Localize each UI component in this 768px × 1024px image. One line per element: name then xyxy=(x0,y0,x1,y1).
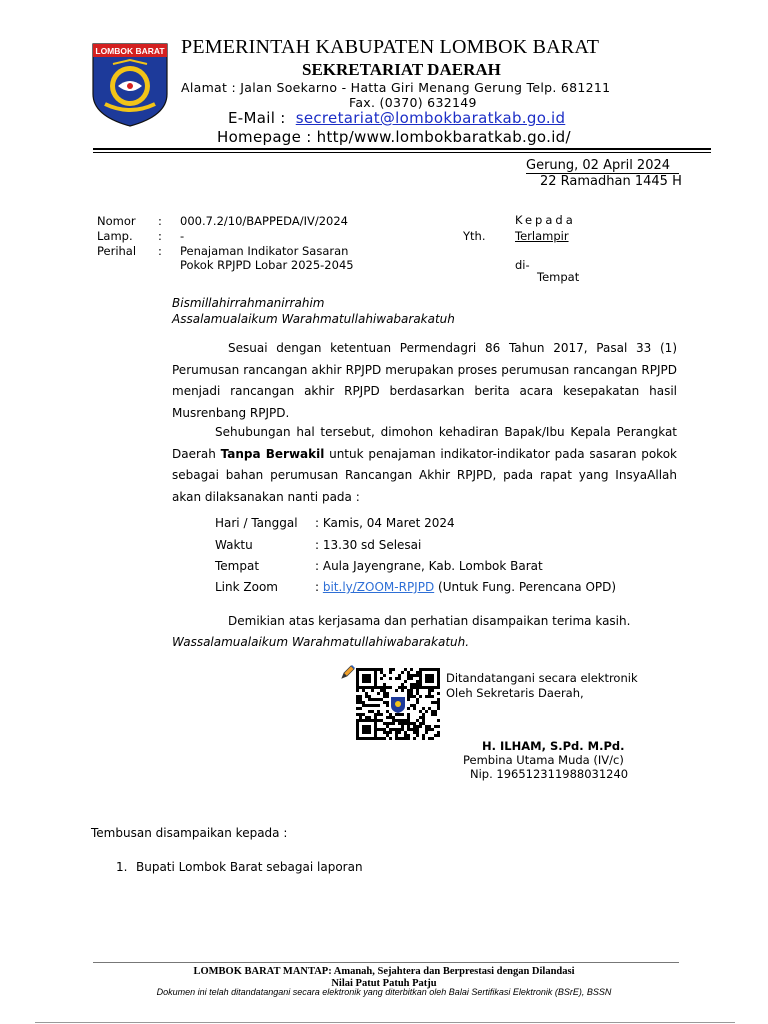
homepage[interactable]: Homepage : http/www.lombokbaratkab.go.id/ xyxy=(217,128,571,146)
cc-heading: Tembusan disampaikan kepada : xyxy=(91,826,288,840)
time-value: : 13.30 sd Selesai xyxy=(315,538,422,552)
signature-qr-code xyxy=(356,668,440,740)
paragraph-2 xyxy=(172,422,677,508)
email-link[interactable]: secretariat@lombokbaratkab.go.id xyxy=(295,109,566,127)
perihal-line-1: Penajaman Indikator Sasaran xyxy=(180,244,349,258)
recipient: Terlampir xyxy=(515,229,569,243)
di-label: di- xyxy=(515,258,530,272)
signer-nip: Nip. 196512311988031240 xyxy=(470,767,629,781)
zoom-link[interactable]: bit.ly/ZOOM-RPJPD xyxy=(322,580,435,594)
time-label: Waktu xyxy=(215,538,253,552)
paragraph-2-emphasis: Tanpa Berwakil xyxy=(220,446,325,461)
government-title: PEMERINTAH KABUPATEN LOMBOK BARAT xyxy=(181,36,600,58)
place-value: : Aula Jayengrane, Kab. Lombok Barat xyxy=(315,559,543,573)
paragraph-2-part-a: Sehubungan hal tersebut, dimohon kehadiran Bapak/Ibu Kepala Perangkat Daerah xyxy=(172,425,677,461)
zoom-note: (Untuk Fung. Perencana OPD) xyxy=(434,580,617,594)
signer-name: H. ILHAM, S.Pd. M.Pd. xyxy=(482,739,625,753)
department-title: SEKRETARIAT DAERAH xyxy=(302,60,501,79)
signer-title: Oleh Sekretaris Daerah, xyxy=(446,686,584,700)
hijri-date: 22 Ramadhan 1445 H xyxy=(540,174,682,189)
footer-motto: LOMBOK BARAT MANTAP: Amanah, Sejahtera dan Berprestasi dengan Dilandasi xyxy=(193,966,575,977)
place-label: Tempat xyxy=(215,559,260,573)
footer-esign-note: Dokumen ini telah ditandatangani secara elektronik yang diterbitkan oleh Balai Sertifikasi Elektronik (BSrE), BSSN xyxy=(156,987,612,997)
closing-sentence: Demikian atas kerjasama dan perhatian disampaikan terima kasih. xyxy=(228,614,631,628)
cc-item xyxy=(116,860,363,874)
address: Alamat : Jalan Soekarno - Hatta Giri Menang Gerung Telp. 681211 xyxy=(181,80,611,95)
pen-icon xyxy=(340,664,356,680)
perihal-line-2: Pokok RPJPD Lobar 2025-2045 xyxy=(180,258,354,272)
paragraph-1: Sesuai dengan ketentuan Permendagri 86 Tahun 2017, Pasal 33 (1) Perumusan rancangan akhir RPJPD merupakan proses perumusan rancangan RPJPD menjadi rancangan akhir RPJPD berdasarkan berita acara kesepakatan hasil Musrenbang RPJPD. xyxy=(172,341,677,420)
day-value: : Kamis, 04 Maret 2024 xyxy=(315,516,455,530)
closing-salam: Wassalamualaikum Warahmatullahiwabarakatuh. xyxy=(172,635,470,649)
footer-divider xyxy=(93,962,679,963)
signed-electronically-text: Ditandatangani secara elektronik xyxy=(446,671,638,685)
perihal-label: Perihal xyxy=(97,244,137,258)
salam-greeting: Assalamualaikum Warahmatullahiwabarakatuh xyxy=(172,312,455,326)
logo-text: LOMBOK BARAT xyxy=(95,46,165,56)
paragraph-2-part-b: untuk penajaman indikator-indikator pada sasaran pokok sebagai bahan perumusan Rancangan Akhir RPJPD, pada rapat yang InsyaAllah akan dilaksanakan nanti pada : xyxy=(172,446,677,504)
nomor-label: Nomor xyxy=(97,214,136,228)
cc-item-text: Bupati Lombok Barat sebagai laporan xyxy=(136,860,363,874)
regency-logo xyxy=(91,42,169,128)
footer-motto-line-2: Nilai Patut Patuh Patju xyxy=(331,978,437,989)
email-row xyxy=(228,109,565,127)
nomor-colon: : xyxy=(158,214,162,228)
zoom-label: Link Zoom xyxy=(215,580,278,594)
lamp-label: Lamp. xyxy=(97,229,133,243)
cc-item-number: 1. xyxy=(116,860,128,874)
email-label: E-Mail : xyxy=(228,109,286,127)
perihal-colon: : xyxy=(158,244,162,258)
zoom-prefix: : xyxy=(315,580,323,594)
signer-rank: Pembina Utama Muda (IV/c) xyxy=(463,753,624,767)
fax: Fax. (0370) 632149 xyxy=(349,95,477,110)
recipient-place: Tempat xyxy=(537,270,580,284)
letterhead-divider xyxy=(93,148,711,150)
yth-label: Yth. xyxy=(463,229,486,243)
lamp-value: - xyxy=(180,229,185,243)
page-bottom-line xyxy=(35,1022,735,1023)
zoom-row xyxy=(315,580,616,594)
kepada-label: Kepada xyxy=(515,213,576,227)
opening-greeting: Bismillahirrahmanirrahim xyxy=(172,296,325,310)
nomor-value: 000.7.2/10/BAPPEDA/IV/2024 xyxy=(180,214,348,228)
letterhead-divider-thin xyxy=(93,152,711,153)
day-label: Hari / Tanggal xyxy=(215,516,298,530)
qr-graphic xyxy=(356,668,440,740)
letter-date: Gerung, 02 April 2024 xyxy=(526,158,671,173)
lamp-colon: : xyxy=(158,229,162,243)
